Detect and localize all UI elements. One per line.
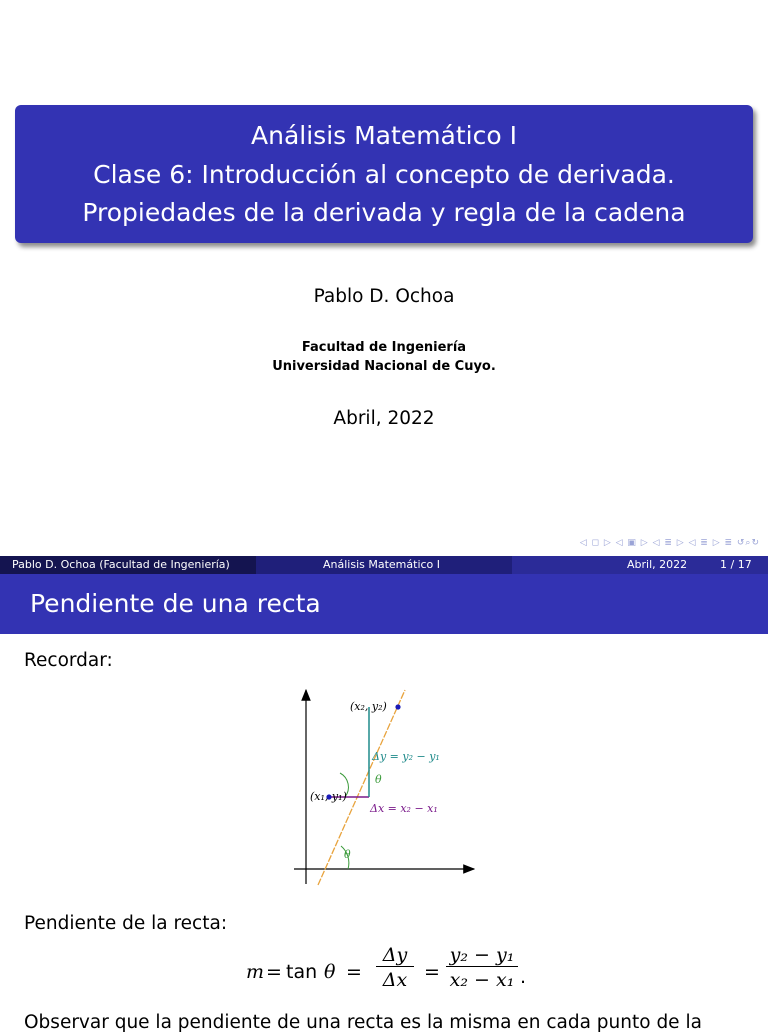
formula-m: m: [246, 961, 265, 983]
secant-line: [318, 690, 405, 885]
footer-course-text: Análisis Matemático I: [323, 558, 441, 571]
footer-course: [256, 556, 512, 574]
institution-line-1: Facultad de Ingeniería: [301, 340, 467, 355]
footer-author-text: Pablo D. Ochoa (Facultad de Ingeniería): [12, 558, 230, 571]
formula-eq-1: =: [266, 961, 282, 983]
formula-theta: θ: [324, 961, 336, 983]
frac-coords-den: x₂ − x₁: [446, 966, 518, 991]
pendiente-label: Pendiente de la recta:: [24, 913, 228, 934]
frame-title-bar: [0, 574, 768, 634]
point-2-label: (x₂, y₂): [350, 700, 387, 713]
fraction-delta: [376, 944, 414, 991]
recordar-text: Recordar:: [24, 650, 113, 671]
footer-author: [0, 556, 256, 574]
institution: [0, 338, 768, 376]
formula-eq-3: =: [424, 961, 440, 983]
delta-y-label: Δy = y₂ − y₁: [372, 750, 440, 763]
title-line-3: Propiedades de la derivada y regla de la cadena: [82, 198, 686, 227]
formula-tan: tan: [286, 961, 318, 983]
slope-figure: [280, 680, 490, 890]
slide-footer: [0, 556, 768, 574]
footer-date: Abril, 2022: [627, 558, 688, 571]
date: Abril, 2022: [333, 408, 435, 429]
author: Pablo D. Ochoa: [313, 286, 455, 307]
frac-delta-den: Δx: [376, 966, 414, 991]
fraction-coords: [446, 944, 518, 991]
title-line-2: Clase 6: Introducción al concepto de derivada.: [93, 159, 675, 189]
footer-date-page: [512, 556, 768, 574]
frac-coords-num: y₂ − y₁: [449, 944, 515, 966]
theta-label-bottom: θ: [344, 848, 351, 861]
theta-label-top: θ: [375, 773, 382, 786]
delta-x-label: Δx = x₂ − x₁: [370, 802, 438, 815]
institution-line-2: Universidad Nacional de Cuyo.: [272, 359, 496, 374]
beamer-navigation-icons[interactable]: ◁ ◻ ▷ ◁ ▣ ▷ ◁ ≣ ▷ ◁ ≣ ▷ ≣ ↺⌕↻: [579, 538, 760, 548]
formula-eq-2: =: [346, 961, 362, 983]
point-2: [395, 704, 400, 709]
bottom-text: Observar que la pendiente de una recta es la misma en cada punto de la: [24, 1012, 702, 1033]
footer-page: 1 / 17: [720, 558, 752, 571]
title-line-1: Análisis Matemático I: [251, 121, 517, 150]
point-1-label: (x₁, y₁): [310, 790, 347, 803]
formula-period: .: [520, 966, 527, 988]
frame-title: Pendiente de una recta: [30, 589, 321, 618]
title-box: [15, 105, 753, 243]
frac-delta-num: Δy: [382, 944, 408, 966]
